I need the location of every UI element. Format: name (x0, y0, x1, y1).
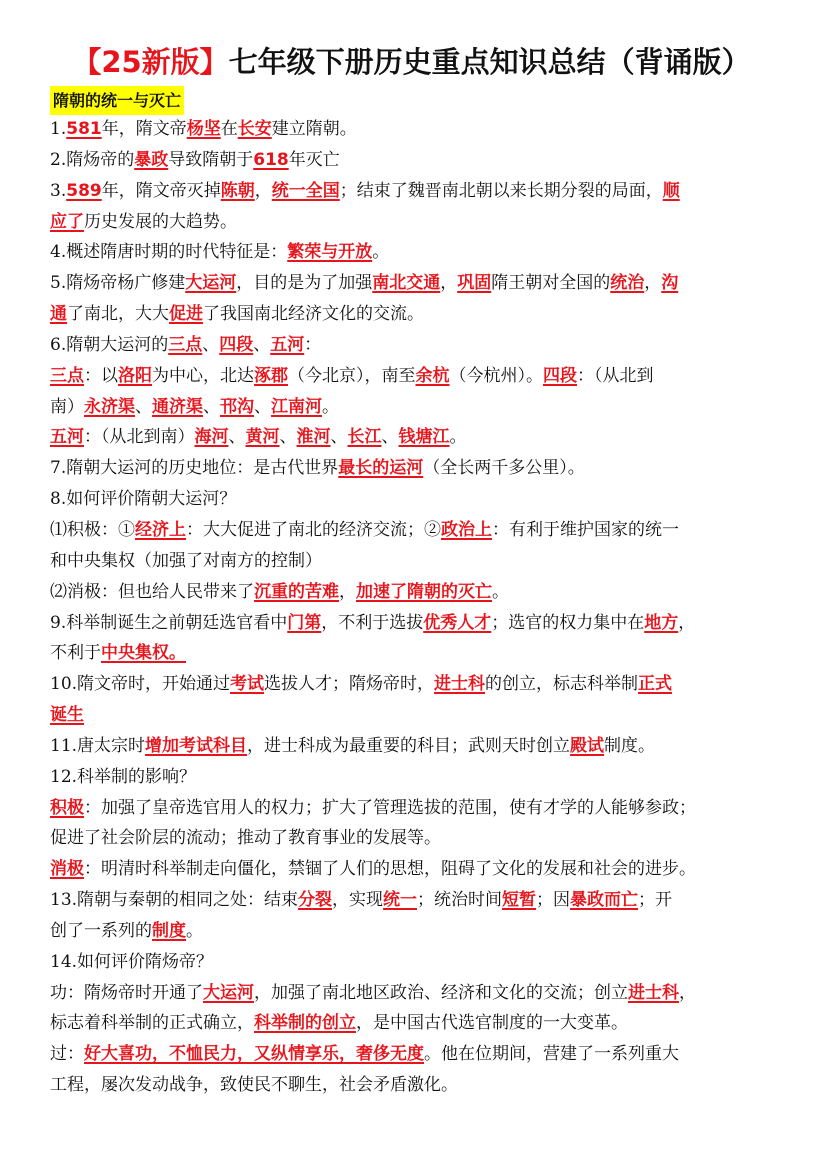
text-run: （今北京），南至 (288, 365, 416, 386)
text-run: 选拔人才；隋炀帝时， (264, 674, 435, 695)
key-term: 统治 (610, 273, 645, 294)
text-run: ： (304, 334, 322, 355)
key-term: 海河 (194, 427, 229, 448)
page-title (0, 40, 823, 84)
edition-badge: 【25新版】 (72, 45, 229, 79)
key-term: 考试 (230, 674, 265, 695)
text-line (50, 608, 780, 639)
text-run: 年，隋文帝 (101, 119, 187, 139)
key-term: 江南河 (271, 396, 322, 417)
text-line (50, 237, 780, 268)
key-term: 诞生 (50, 705, 84, 726)
key-term: 殿试 (570, 735, 605, 756)
key-term: 淮河 (296, 427, 331, 448)
text-run: ：（从北到南） (84, 427, 195, 448)
key-term: 繁荣与开放 (287, 242, 373, 263)
text-run: 为中心，北达 (152, 365, 254, 386)
text-line (50, 546, 780, 577)
key-term: 钱塘江 (398, 427, 450, 448)
text-line (50, 669, 780, 700)
text-run: ：以 (84, 365, 118, 386)
text-run: 促进了社会阶层的流动；推动了教育事业的发展等。 (50, 828, 441, 849)
text-run: ：加强了皇帝选官用人的权力；扩大了管理选拔的范围，使有才学的人能够参政； (84, 797, 696, 818)
key-term: 杨坚 (186, 119, 221, 139)
text-run: 。 (449, 427, 467, 448)
text-run: 、 (202, 334, 220, 355)
key-term: 洛阳 (118, 365, 152, 386)
text-run: 。 (186, 920, 203, 941)
text-run: 了我国南北经济文化的交流。 (203, 304, 424, 325)
text-run: 5.隋炀帝杨广修建 (50, 273, 186, 294)
text-line (50, 422, 780, 453)
key-term: 永济渠 (84, 396, 135, 417)
key-term: 门第 (287, 612, 322, 633)
text-run: ，是中国古代选官制度的一大变革。 (356, 1013, 628, 1034)
text-line (50, 361, 780, 392)
key-term: 余杭 (415, 365, 450, 386)
text-run: ；开 (638, 890, 673, 911)
text-run: 年，隋文帝灭掉 (101, 180, 221, 201)
key-term: 统一全国 (271, 180, 340, 201)
text-line (50, 299, 780, 330)
text-line (50, 1070, 780, 1101)
text-run: 14.如何评价隋炀帝？ (50, 951, 214, 972)
text-run: 13.隋朝与秦朝的相同之处：结束 (50, 890, 299, 911)
text-run: ；因 (536, 890, 571, 911)
key-term: 进士科 (628, 982, 679, 1003)
key-term: 地方 (644, 612, 679, 633)
text-line (50, 916, 780, 947)
text-run: 不利于 (50, 643, 101, 664)
text-run: 功：隋炀帝时开通了 (50, 982, 203, 1003)
content-body (50, 114, 780, 1101)
text-run: 。他在位期间，营建了一系列重大 (424, 1044, 679, 1065)
text-line (50, 207, 780, 238)
text-run: 、 (228, 427, 246, 448)
text-run: 12.科举制的影响？ (50, 766, 197, 787)
text-run: 3. (50, 180, 67, 201)
text-run: 创了一系列的 (50, 920, 152, 941)
text-run: 标志着科举制的正式确立， (50, 1013, 254, 1034)
text-run: 隋王朝对全国的 (491, 273, 611, 294)
text-run: 。 (492, 581, 509, 602)
text-run: ， (679, 982, 696, 1003)
text-line (50, 1008, 780, 1039)
key-term: 三点 (168, 334, 203, 355)
text-line (50, 854, 780, 885)
text-run: 、 (254, 396, 271, 417)
text-run: 、 (381, 427, 399, 448)
text-line (50, 885, 780, 916)
key-term: 科举制的创立 (254, 1013, 356, 1034)
key-term: 经济上 (135, 519, 186, 540)
text-run: ；选官的权力集中在 (491, 612, 645, 633)
key-term: 581 (66, 119, 102, 139)
text-run: 、 (203, 396, 220, 417)
key-term: 沉重的苦难 (254, 581, 339, 602)
key-term: 正式 (638, 674, 673, 695)
text-line (50, 453, 780, 484)
text-run: 南） (50, 396, 84, 417)
text-run: 的创立，标志科举制 (485, 674, 639, 695)
text-run: 。 (372, 242, 390, 263)
text-run: 4.概述隋唐时期的时代特征是： (50, 242, 288, 263)
text-line (50, 978, 780, 1009)
text-line (50, 947, 780, 978)
text-run: 8.如何评价隋朝大运河？ (50, 489, 237, 510)
title-main: 七年级下册历史重点知识总结（背诵版） (228, 45, 751, 79)
text-run: 历史发展的大趋势。 (84, 211, 237, 232)
text-line (50, 577, 780, 608)
text-run: ，不利于选拔 (321, 612, 424, 633)
text-run: 和中央集权（加强了对南方的控制） (50, 550, 322, 571)
text-run: ⑵消极：但也给人民带来了 (50, 581, 254, 602)
text-run: ，实现 (332, 890, 384, 911)
text-run: 制度。 (604, 735, 656, 756)
text-run: ⑴积极：① (50, 519, 135, 540)
key-term: 通济渠 (152, 396, 203, 417)
text-run: 7.隋朝大运河的历史地位：是古代世界 (50, 458, 339, 479)
key-term: 统一 (383, 890, 418, 911)
text-line (50, 638, 780, 669)
text-run: （全长两千多公里）。 (423, 458, 585, 479)
text-run: 10.隋文帝时，开始通过 (50, 674, 231, 695)
key-term: 五河 (50, 427, 84, 448)
text-line (50, 1039, 780, 1070)
key-term: 制度 (152, 920, 186, 941)
text-run: ， (644, 273, 662, 294)
text-line (50, 176, 780, 207)
key-term: 进士科 (434, 674, 486, 695)
text-run: 、 (253, 334, 271, 355)
text-run: 了南北，大大 (67, 304, 169, 325)
key-term: 陈朝 (220, 180, 255, 201)
key-term: 积极 (50, 797, 84, 818)
text-line (50, 145, 780, 176)
text-line (50, 392, 780, 423)
text-run: ：明清时科举制走向僵化，禁锢了人们的思想，阻碍了文化的发展和社会的进步。 (84, 859, 696, 880)
key-term: 分裂 (298, 890, 333, 911)
key-term: 通 (50, 304, 67, 325)
key-term: 中央集权。 (101, 643, 186, 664)
text-run: ，目的是为了加强 (236, 273, 373, 294)
key-term: 四段 (543, 365, 577, 386)
text-run: ，加强了南北地区政治、经济和文化的交流；创立 (254, 982, 628, 1003)
text-line (50, 700, 780, 731)
key-term: 长安 (237, 119, 272, 139)
text-run: 11.唐太宗时 (50, 735, 146, 756)
key-term: 南北交通 (372, 273, 441, 294)
key-term: 大运河 (203, 982, 254, 1003)
text-run: ， (440, 273, 458, 294)
text-run: 工程，屡次发动战争，致使民不聊生，社会矛盾激化。 (50, 1075, 458, 1096)
text-run: （今杭州）。 (449, 365, 543, 386)
text-line (50, 762, 780, 793)
section-heading: 隋朝的统一与灭亡 (50, 86, 184, 115)
text-line (50, 484, 780, 515)
text-run: 、 (279, 427, 297, 448)
key-term: 政治上 (441, 519, 492, 540)
text-run: 过： (50, 1044, 84, 1065)
text-line (50, 793, 780, 824)
key-term: 黄河 (245, 427, 280, 448)
key-term: 增加考试科目 (145, 735, 248, 756)
text-run: ：有利于维护国家的统一 (492, 519, 679, 540)
text-line (50, 114, 780, 145)
key-term: 五河 (270, 334, 305, 355)
text-run: 。 (322, 396, 339, 417)
key-term: 好大喜功，不恤民力，又纵情享乐，奢侈无度 (84, 1044, 424, 1065)
key-term: 加速了隋朝的灭亡 (356, 581, 492, 602)
key-term: 暴政 (134, 149, 169, 170)
text-line (50, 268, 780, 299)
text-run: 2.隋炀帝的 (50, 149, 135, 170)
key-term: 沟 (661, 273, 679, 294)
text-run: 6.隋朝大运河的 (50, 334, 169, 355)
key-term: 促进 (169, 304, 203, 325)
key-term: 589 (66, 180, 102, 201)
text-run: ：大大促进了南北的经济交流；② (186, 519, 441, 540)
key-term: 最长的运河 (338, 458, 424, 479)
key-term: 四段 (219, 334, 254, 355)
text-run: ，进士科成为最重要的科目；武则天时创立 (247, 735, 571, 756)
text-run: ， (678, 612, 696, 633)
text-run: ；结束了魏晋南北朝以来长期分裂的局面， (339, 180, 663, 201)
text-run: 、 (135, 396, 152, 417)
key-term: 短暂 (502, 890, 537, 911)
key-term: 618 (253, 149, 289, 170)
key-term: 涿郡 (254, 365, 288, 386)
key-term: 长江 (347, 427, 382, 448)
text-line (50, 731, 780, 762)
key-term: 巩固 (457, 273, 492, 294)
text-run: 9.科举制诞生之前朝廷选官看中 (50, 612, 288, 633)
key-term: 应了 (50, 211, 84, 232)
text-line (50, 330, 780, 361)
text-run: 1. (50, 119, 67, 139)
key-term: 大运河 (185, 273, 237, 294)
text-run: 在 (220, 119, 238, 139)
key-term: 顺 (662, 180, 680, 201)
text-run: 年灭亡 (288, 149, 340, 170)
text-run: 导致隋朝于 (168, 149, 254, 170)
key-term: 邗沟 (220, 396, 254, 417)
key-term: 消极 (50, 859, 84, 880)
key-term: 三点 (50, 365, 84, 386)
text-line (50, 515, 780, 546)
key-term: 暴政而亡 (570, 890, 639, 911)
text-run: ， (254, 180, 272, 201)
text-run: ， (339, 581, 356, 602)
text-run: ：（从北到 (577, 365, 654, 386)
key-term: 优秀人才 (423, 612, 492, 633)
text-run: 、 (330, 427, 348, 448)
text-line (50, 823, 780, 854)
text-run: ；统治时间 (417, 890, 503, 911)
text-run: 建立隋朝。 (271, 119, 357, 139)
